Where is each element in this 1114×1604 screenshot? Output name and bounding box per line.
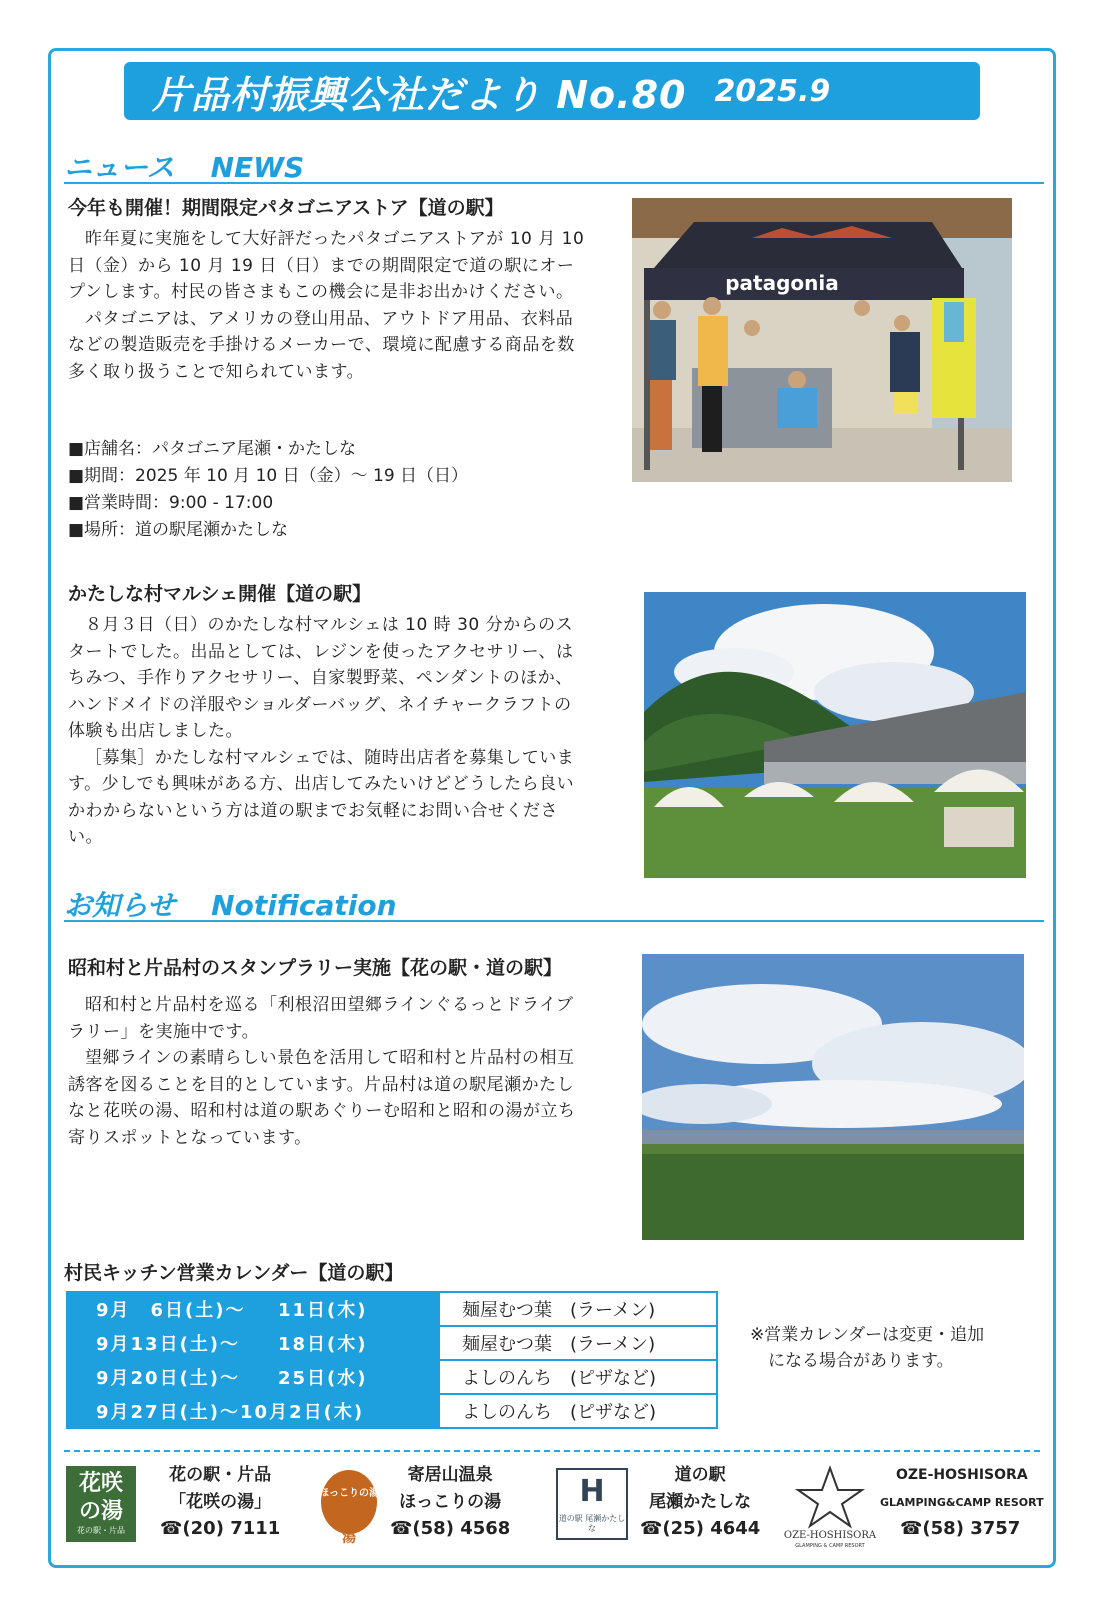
paragraph: ［募集］かたしな村マルシェでは、随時出店者を募集しています。少しでも興味がある方、出店してみたいけどどうしたら良いかわからないという方は道の駅までお気軽にお問い合せください。 xyxy=(68,747,575,847)
store-info-period: ■期間：2025 年 10 月 10 日（金）～ 19 日（日） xyxy=(68,466,469,486)
news-heading-jp: ニュース xyxy=(64,151,175,184)
calendar-date-cell xyxy=(67,1394,439,1428)
footer-hokkori: 寄居山温泉 ほっこりの湯 ☎(58) 4568 xyxy=(390,1465,511,1539)
hanasaki-no-yu-logo: 花咲 の湯 花の駅・片品 xyxy=(66,1466,136,1542)
news-section-heading xyxy=(64,146,1044,184)
note-line: になる場合があります。 xyxy=(768,1351,954,1371)
store-info-hours: ■営業時間：9:00 - 17:00 xyxy=(68,493,274,513)
marche-event-photo xyxy=(644,592,1026,878)
phone-number: ☎(58) 4568 xyxy=(390,1518,511,1539)
svg-text:GLAMPING & CAMP RESORT: GLAMPING & CAMP RESORT xyxy=(795,1543,865,1549)
notification-section-heading xyxy=(64,884,1044,922)
note-line: ※営業カレンダーは変更・追加 xyxy=(750,1325,985,1345)
store-info-list xyxy=(68,436,468,544)
article-marche-title: かたしな村マルシェ開催【道の駅】 xyxy=(68,583,372,605)
patagonia-store-photo xyxy=(632,198,1012,482)
calendar-shop-cell: 麺屋むつ葉 (ラーメン) xyxy=(439,1292,717,1326)
store-info-location: ■場所：道の駅尾瀬かたしな xyxy=(68,520,289,540)
date-from: 9月 6日(土)～ xyxy=(96,1300,246,1321)
svg-text:湯: 湯 xyxy=(342,1530,356,1546)
date-from: 9月13日(土)～ xyxy=(96,1334,241,1355)
issue-date: 2025.9 xyxy=(714,73,831,109)
header-banner xyxy=(124,62,980,120)
newsletter-title: 片品村振興公社だより No.80 xyxy=(152,72,687,117)
date-to: 25日(水) xyxy=(278,1368,368,1389)
kitchen-calendar-table xyxy=(66,1291,718,1429)
date-to: 11日(木) xyxy=(278,1300,368,1321)
stamp-rally-title: 昭和村と片品村のスタンプラリー実施【花の駅・道の駅】 xyxy=(68,957,563,979)
paragraph: 望郷ラインの素晴らしい景色を活用して昭和村と片品村の相互誘客を図ることを目的としています。片品村は道の駅尾瀬かたしなと花咲の湯、昭和村は道の駅あぐりーむ昭和と昭和の湯が立ち寄りスポットとなっています。 xyxy=(68,1048,576,1148)
oze-hoshisora-logo xyxy=(784,1464,876,1550)
paragraph: 昨年夏に実施をして大好評だったパタゴニアストアが 10 月 10 日（金）から 10 月 19 日（日）までの期間限定で道の駅にオープンします。村民の皆さまもこの機会に是非お出かけください。 xyxy=(68,229,585,302)
calendar-note xyxy=(750,1322,984,1374)
calendar-date-cell xyxy=(67,1360,439,1394)
calendar-shop-cell: よしのんち (ピザなど) xyxy=(439,1394,717,1428)
landscape-photo xyxy=(642,954,1024,1240)
calendar-shop-cell: よしのんち (ピザなど) xyxy=(439,1360,717,1394)
calendar-shop-cell: 麺屋むつ葉 (ラーメン) xyxy=(439,1326,717,1360)
footer-michi-no-eki: 道の駅 尾瀬かたしな ☎(25) 4644 xyxy=(640,1465,761,1539)
notification-heading-en: Notification xyxy=(211,889,397,922)
notification-heading-jp: お知らせ xyxy=(64,889,176,922)
footer-hanasaki: 花の駅・片品 「花咲の湯」 ☎(20) 7111 xyxy=(160,1465,281,1539)
phone-number: ☎(25) 4644 xyxy=(640,1518,761,1539)
table-row xyxy=(67,1326,717,1360)
article-patagonia-body xyxy=(68,226,586,385)
kitchen-calendar-title: 村民キッチン営業カレンダー【道の駅】 xyxy=(64,1262,404,1284)
paragraph: ８月３日（日）のかたしな村マルシェは 10 時 30 分からのスタートでした。出品としては、レジンを使ったアクセサリー、はちみつ、手作りアクセサリー、自家製野菜、ペンダントのほか、ハンドメイドの洋服やショルダーバッグ、ネイチャークラフトの体験も出店しました。 xyxy=(68,615,574,741)
footer-divider xyxy=(64,1450,1040,1452)
store-info-name: ■店舗名：パタゴニア尾瀬・かたしな xyxy=(68,439,357,459)
date-to: 18日(木) xyxy=(278,1334,368,1355)
calendar-date-cell xyxy=(67,1326,439,1360)
table-row xyxy=(67,1394,717,1428)
svg-text:ほっこりの湯: ほっこりの湯 xyxy=(319,1488,379,1499)
paragraph: パタゴニアは、アメリカの登山用品、アウトドア用品、衣料品などの製造販売を手掛けるメーカーで、環境に配慮する商品を数多く取り扱うことで知られています。 xyxy=(68,308,575,382)
svg-text:OZE-HOSHISORA: OZE-HOSHISORA xyxy=(784,1530,876,1541)
footer-oze-hoshisora: OZE-HOSHISORA GLAMPING&CAMP RESORT ☎(58) 3757 xyxy=(880,1467,1044,1539)
table-row xyxy=(67,1292,717,1326)
phone-number: ☎(20) 7111 xyxy=(160,1518,281,1539)
michi-no-eki-logo: H 道の駅 尾瀬かたしな xyxy=(556,1468,628,1540)
calendar-date-cell xyxy=(67,1292,439,1326)
article-patagonia-title: 今年も開催！期間限定パタゴニアストア【道の駅】 xyxy=(68,197,504,219)
date-range: 9月27日(土)～10月2日(木) xyxy=(96,1402,365,1423)
article-marche-body xyxy=(68,612,586,851)
hokkori-no-yu-logo xyxy=(318,1466,380,1546)
paragraph: 昭和村と片品村を巡る「利根沼田望郷ラインぐるっとドライブラリー」を実施中です。 xyxy=(68,995,574,1042)
phone-number: ☎(58) 3757 xyxy=(900,1518,1021,1539)
table-row xyxy=(67,1360,717,1394)
stamp-rally-body xyxy=(68,992,586,1151)
date-from: 9月20日(土)～ xyxy=(96,1368,241,1389)
news-heading-en: NEWS xyxy=(210,151,305,184)
tent-sign-text: patagonia xyxy=(725,271,839,295)
